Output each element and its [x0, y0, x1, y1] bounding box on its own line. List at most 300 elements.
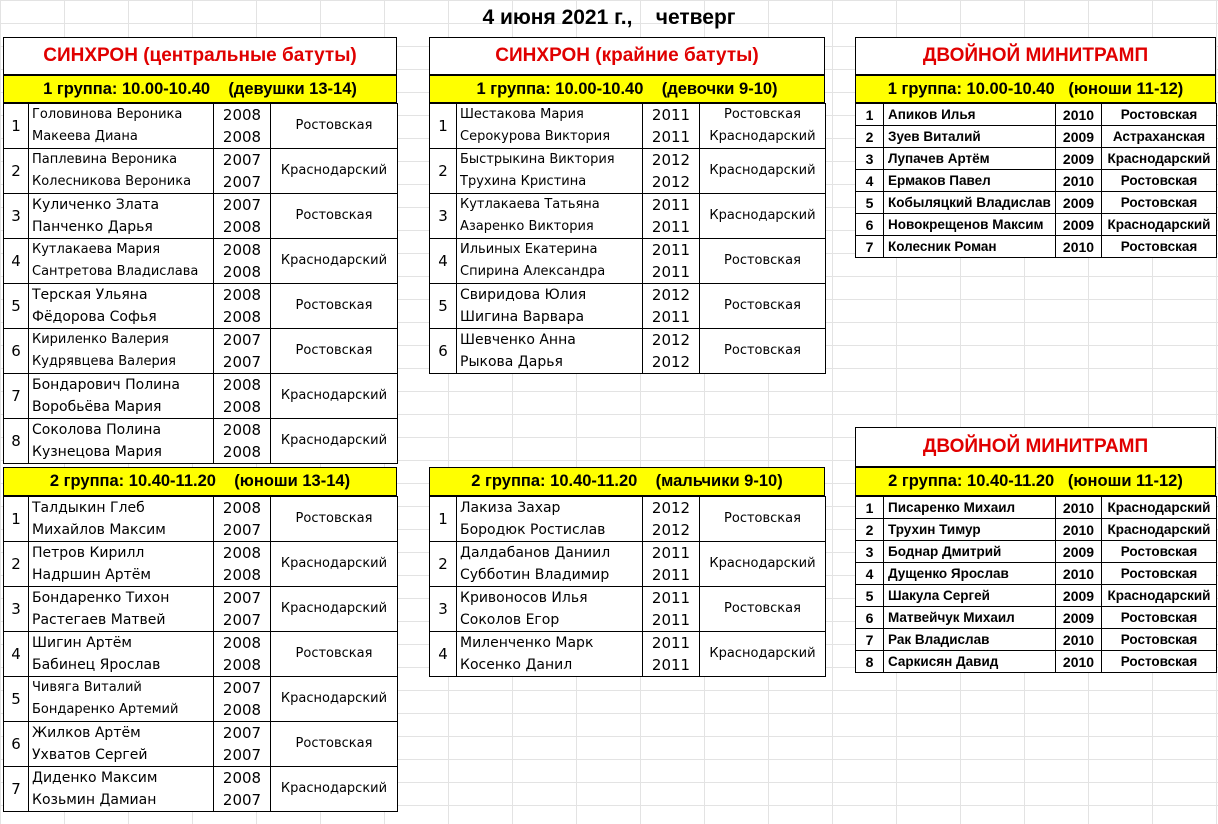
athlete-name: Кобыляцкий Владислав: [884, 192, 1056, 214]
birth-years: [643, 284, 700, 329]
region: Краснодарский: [280, 253, 388, 268]
region: Краснодарский: [709, 208, 816, 223]
birth-year: 2009: [1056, 541, 1102, 563]
table-row: [4, 419, 398, 464]
athlete-name: Новокрещенов Максим: [884, 214, 1056, 236]
birth-year: 2011: [651, 634, 691, 652]
pair-names: [29, 497, 214, 542]
athlete-name: Кузнецова Мария: [32, 444, 162, 460]
row-number: 3: [430, 587, 457, 632]
birth-years: [214, 329, 271, 374]
row-number: 6: [4, 329, 29, 374]
birth-year: 2008: [222, 128, 262, 146]
athlete-name: Колесник Роман: [884, 236, 1056, 258]
pair-names: [457, 194, 643, 239]
birth-year: 2012: [651, 151, 691, 169]
birth-year: 2012: [651, 173, 691, 191]
athlete-name: Писаренко Михаил: [884, 497, 1056, 519]
region: Краснодарский: [1102, 519, 1217, 541]
row-number: 7: [4, 767, 29, 812]
region: Краснодарский: [1102, 148, 1217, 170]
row-number: 6: [856, 214, 884, 236]
birth-years: [643, 329, 700, 374]
region-cell: [700, 587, 826, 632]
row-number: 4: [430, 239, 457, 284]
region-cell: [271, 284, 398, 329]
row-number: 1: [4, 104, 29, 149]
athlete-name: Петров Кирилл: [32, 545, 145, 561]
row-number: 1: [4, 497, 29, 542]
birth-year: 2008: [222, 499, 262, 517]
table-row: [856, 563, 1217, 585]
row-number: 3: [430, 194, 457, 239]
sync-central-group2-table: [3, 496, 398, 812]
athlete-name: Паплевина Вероника: [32, 152, 178, 167]
birth-year: 2007: [222, 724, 262, 742]
region: Ростовская: [1102, 563, 1217, 585]
birth-year: 2011: [651, 611, 691, 629]
region-cell: [271, 497, 398, 542]
region-cell: [271, 194, 398, 239]
athlete-name: Субботин Владимир: [460, 567, 610, 583]
birth-year: 2012: [651, 353, 691, 371]
sync-outer-group2-table: [429, 496, 826, 677]
athlete-name: Лакиза Захар: [460, 500, 561, 516]
table-row: [856, 651, 1217, 673]
table-row: [856, 497, 1217, 519]
athlete-name: Косенко Данил: [460, 657, 573, 673]
athlete-name: Воробьёва Мария: [32, 399, 162, 415]
row-number: 2: [4, 542, 29, 587]
section-title-minitramp-2: ДВОЙНОЙ МИНИТРАМП: [855, 427, 1216, 467]
birth-year: 2011: [651, 241, 691, 259]
row-number: 4: [430, 632, 457, 677]
row-number: 3: [4, 194, 29, 239]
pair-names: [457, 239, 643, 284]
athlete-name: Куличенко Злата: [32, 197, 160, 213]
athlete-name: Макеева Диана: [32, 129, 138, 144]
birth-year: 2009: [1056, 126, 1102, 148]
birth-year: 2009: [1056, 585, 1102, 607]
birth-years: [214, 149, 271, 194]
region: Краснодарский: [1102, 214, 1217, 236]
birth-years: [214, 104, 271, 149]
athlete-name: Шигина Варвара: [460, 309, 585, 325]
athlete-name: Миленченко Марк: [460, 635, 594, 651]
row-number: 4: [4, 632, 29, 677]
birth-year: 2010: [1056, 563, 1102, 585]
table-row: [856, 629, 1217, 651]
region-cell: [271, 587, 398, 632]
birth-years: [214, 677, 271, 722]
table-row: [430, 497, 826, 542]
row-number: 5: [4, 677, 29, 722]
table-row: [430, 632, 826, 677]
group-header-sync-central-1: 1 группа: 10.00-10.40 (девушки 13-14): [3, 75, 397, 103]
athlete-name: Ильиных Екатерина: [460, 242, 598, 257]
athlete-name: Рак Владислав: [884, 629, 1056, 651]
birth-years: [214, 239, 271, 284]
region-cell: [271, 677, 398, 722]
athlete-name: Кириленко Валерия: [32, 332, 169, 347]
region: Краснодарский: [280, 781, 388, 796]
row-number: 4: [4, 239, 29, 284]
minitramp-group2-table: [855, 496, 1217, 673]
region: Краснодарский: [1102, 585, 1217, 607]
birth-year: 2010: [1056, 497, 1102, 519]
region-cell: [700, 239, 826, 284]
athlete-name: Рыкова Дарья: [460, 354, 563, 370]
birth-year: 2011: [651, 656, 691, 674]
section-title-sync-outer: СИНХРОН (крайние батуты): [429, 37, 825, 75]
row-number: 5: [856, 192, 884, 214]
athlete-name: Далдабанов Даниил: [460, 545, 611, 561]
pair-names: [29, 587, 214, 632]
birth-year: 2007: [222, 611, 262, 629]
pair-names: [457, 329, 643, 374]
birth-years: [214, 374, 271, 419]
table-row: [4, 194, 398, 239]
athlete-name: Шевченко Анна: [460, 332, 576, 348]
row-number: 4: [856, 170, 884, 192]
row-number: 8: [856, 651, 884, 673]
athlete-name: Быстрыкина Виктория: [460, 152, 615, 167]
region: Ростовская: [1102, 104, 1217, 126]
region-cell: [271, 239, 398, 284]
region: Краснодарский: [280, 163, 388, 178]
region-cell: [700, 284, 826, 329]
table-row: [856, 170, 1217, 192]
birth-years: [643, 542, 700, 587]
row-number: 7: [856, 236, 884, 258]
athlete-name: Кривоносов Илья: [460, 590, 588, 606]
region: Ростовская: [724, 343, 801, 358]
row-number: 6: [4, 722, 29, 767]
sync-central-group1-table: [3, 103, 398, 464]
athlete-name: Жилков Артём: [32, 725, 141, 741]
birth-year: 2010: [1056, 519, 1102, 541]
birth-years: [643, 149, 700, 194]
birth-year: 2011: [651, 308, 691, 326]
row-number: 2: [430, 542, 457, 587]
row-number: 3: [4, 587, 29, 632]
region: Астраханская: [1102, 126, 1217, 148]
region: Ростовская: [295, 118, 373, 133]
athlete-name: Бородюк Ростислав: [460, 522, 606, 538]
athlete-name: Чивяга Виталий: [32, 680, 142, 695]
athlete-name: Козьмин Дамиан: [32, 792, 157, 808]
pair-names: [457, 632, 643, 677]
birth-years: [214, 587, 271, 632]
region: Ростовская: [724, 298, 801, 313]
table-row: [4, 149, 398, 194]
pair-names: [457, 587, 643, 632]
birth-year: 2009: [1056, 148, 1102, 170]
table-row: [856, 607, 1217, 629]
athlete-name: Панченко Дарья: [32, 219, 153, 235]
athlete-name: Апиков Илья: [884, 104, 1056, 126]
birth-year: 2007: [222, 173, 262, 191]
birth-year: 2012: [651, 499, 691, 517]
birth-year: 2008: [222, 308, 262, 326]
birth-year: 2009: [1056, 192, 1102, 214]
region: Ростовская: [1102, 192, 1217, 214]
athlete-name: Спирина Александра: [460, 264, 606, 279]
birth-years: [643, 497, 700, 542]
athlete-name: Кутлакаева Мария: [32, 242, 161, 257]
region: Ростовская: [295, 646, 373, 661]
pair-names: [29, 677, 214, 722]
birth-years: [214, 194, 271, 239]
birth-years: [214, 632, 271, 677]
birth-year: 2010: [1056, 236, 1102, 258]
athlete-name: Ухватов Сергей: [32, 747, 148, 763]
birth-year: 2011: [651, 218, 691, 236]
birth-year: 2008: [222, 286, 262, 304]
row-number: 2: [856, 519, 884, 541]
birth-year: 2008: [222, 263, 262, 281]
group-header-sync-outer-1: 1 группа: 10.00-10.40 (девочки 9-10): [429, 75, 825, 103]
region: Краснодарский: [280, 691, 388, 706]
group-header-minitramp-2: 2 группа: 10.40-11.20 (юноши 11-12): [855, 467, 1216, 496]
birth-years: [214, 722, 271, 767]
region: Ростовская: [724, 511, 801, 526]
table-row: [4, 542, 398, 587]
athlete-name: Головинова Вероника: [32, 107, 183, 122]
pair-names: [29, 284, 214, 329]
athlete-name: Дущенко Ярослав: [884, 563, 1056, 585]
athlete-name: Шигин Артём: [32, 635, 132, 651]
region-cell: [700, 104, 826, 149]
birth-year: 2011: [651, 566, 691, 584]
pair-names: [29, 767, 214, 812]
table-row: [4, 677, 398, 722]
region: Краснодарский: [709, 129, 816, 144]
row-number: 2: [430, 149, 457, 194]
athlete-name: Ермаков Павел: [884, 170, 1056, 192]
athlete-name: Фёдорова Софья: [32, 309, 157, 325]
row-number: 3: [856, 148, 884, 170]
region: Ростовская: [295, 343, 373, 358]
group-header-sync-central-2: 2 группа: 10.40-11.20 (юноши 13-14): [3, 467, 397, 496]
table-row: [430, 587, 826, 632]
table-row: [4, 239, 398, 284]
pair-names: [29, 239, 214, 284]
birth-years: [643, 194, 700, 239]
birth-year: 2008: [222, 701, 262, 719]
pair-names: [29, 419, 214, 464]
row-number: 1: [430, 497, 457, 542]
region-cell: [700, 194, 826, 239]
birth-year: 2007: [222, 196, 262, 214]
region-cell: [700, 329, 826, 374]
athlete-name: Бондаренко Артемий: [32, 702, 179, 717]
birth-year: 2011: [651, 196, 691, 214]
birth-year: 2007: [222, 331, 262, 349]
minitramp-group1-table: [855, 103, 1217, 258]
table-row: [430, 194, 826, 239]
section-title-sync-central: СИНХРОН (центральные батуты): [3, 37, 397, 75]
athlete-name: Михайлов Максим: [32, 522, 166, 538]
athlete-name: Бабинец Ярослав: [32, 657, 161, 673]
table-row: [430, 239, 826, 284]
birth-year: 2008: [222, 656, 262, 674]
birth-year: 2008: [222, 218, 262, 236]
row-number: 1: [856, 497, 884, 519]
birth-year: 2007: [222, 791, 262, 809]
pair-names: [29, 329, 214, 374]
birth-year: 2008: [222, 398, 262, 416]
birth-year: 2009: [1056, 214, 1102, 236]
athlete-name: Диденко Максим: [32, 770, 158, 786]
birth-years: [643, 239, 700, 284]
region: Ростовская: [295, 736, 373, 751]
athlete-name: Матвейчук Михаил: [884, 607, 1056, 629]
group-header-sync-outer-2: 2 группа: 10.40-11.20 (мальчики 9-10): [429, 467, 825, 496]
birth-year: 2011: [651, 544, 691, 562]
region-cell: [271, 419, 398, 464]
athlete-name: Зуев Виталий: [884, 126, 1056, 148]
athlete-name: Лупачев Артём: [884, 148, 1056, 170]
table-row: [4, 632, 398, 677]
birth-years: [643, 587, 700, 632]
row-number: 6: [430, 329, 457, 374]
birth-year: 2008: [222, 241, 262, 259]
birth-year: 2007: [222, 746, 262, 764]
table-row: [4, 722, 398, 767]
athlete-name: Бондаренко Тихон: [32, 590, 170, 606]
row-number: 8: [4, 419, 29, 464]
region: Ростовская: [724, 253, 801, 268]
row-number: 6: [856, 607, 884, 629]
athlete-name: Шакула Сергей: [884, 585, 1056, 607]
region-cell: [700, 497, 826, 542]
section-title-minitramp-1: ДВОЙНОЙ МИНИТРАМП: [855, 37, 1216, 75]
row-number: 4: [856, 563, 884, 585]
athlete-name: Бондарович Полина: [32, 377, 180, 393]
table-row: [430, 284, 826, 329]
region: Ростовская: [1102, 170, 1217, 192]
table-row: [4, 497, 398, 542]
birth-years: [214, 497, 271, 542]
row-number: 7: [856, 629, 884, 651]
athlete-name: Свиридова Юлия: [460, 287, 587, 303]
athlete-name: Азаренко Виктория: [460, 219, 594, 234]
birth-year: 2012: [651, 521, 691, 539]
birth-years: [214, 542, 271, 587]
region-cell: [271, 149, 398, 194]
region-cell: [271, 329, 398, 374]
table-row: [856, 214, 1217, 236]
region: Краснодарский: [1102, 497, 1217, 519]
region: Ростовская: [1102, 607, 1217, 629]
athlete-name: Боднар Дмитрий: [884, 541, 1056, 563]
table-row: [856, 104, 1217, 126]
birth-years: [643, 632, 700, 677]
pair-names: [29, 722, 214, 767]
birth-year: 2008: [222, 769, 262, 787]
birth-year: 2010: [1056, 170, 1102, 192]
sync-outer-group1-table: [429, 103, 826, 374]
athlete-name: Терская Ульяна: [32, 287, 148, 303]
row-number: 7: [4, 374, 29, 419]
pair-names: [29, 632, 214, 677]
birth-year: 2009: [1056, 607, 1102, 629]
pair-names: [457, 542, 643, 587]
pair-names: [457, 284, 643, 329]
birth-year: 2007: [222, 679, 262, 697]
row-number: 3: [856, 541, 884, 563]
table-row: [856, 585, 1217, 607]
region-cell: [271, 374, 398, 419]
region-cell: [271, 767, 398, 812]
table-row: [856, 148, 1217, 170]
row-number: 5: [856, 585, 884, 607]
birth-year: 2008: [222, 376, 262, 394]
table-row: [4, 284, 398, 329]
pair-names: [29, 374, 214, 419]
birth-year: 2007: [222, 151, 262, 169]
page-title: 4 июня 2021 г., четверг: [482, 6, 736, 29]
region-cell: [271, 104, 398, 149]
region: Ростовская: [1102, 541, 1217, 563]
birth-years: [214, 767, 271, 812]
region: Краснодарский: [709, 163, 816, 178]
table-row: [430, 149, 826, 194]
athlete-name: Растегаев Матвей: [32, 612, 166, 628]
row-number: 5: [430, 284, 457, 329]
birth-years: [214, 419, 271, 464]
region: Краснодарский: [280, 388, 388, 403]
region: Краснодарский: [280, 433, 388, 448]
birth-year: 2007: [222, 521, 262, 539]
region: Краснодарский: [709, 556, 816, 571]
table-row: [430, 542, 826, 587]
birth-year: 2012: [651, 286, 691, 304]
table-row: [430, 104, 826, 149]
birth-year: 2010: [1056, 104, 1102, 126]
row-number: 2: [856, 126, 884, 148]
table-row: [4, 587, 398, 632]
athlete-name: Соколов Егор: [460, 612, 560, 628]
athlete-name: Надршин Артём: [32, 567, 151, 583]
birth-year: 2007: [222, 353, 262, 371]
athlete-name: Талдыкин Глеб: [32, 500, 145, 516]
table-row: [4, 104, 398, 149]
birth-year: 2010: [1056, 651, 1102, 673]
row-number: 2: [4, 149, 29, 194]
region: Ростовская: [295, 208, 373, 223]
table-row: [4, 329, 398, 374]
athlete-name: Трухина Кристина: [460, 174, 587, 189]
athlete-name: Кудрявцева Валерия: [32, 354, 176, 369]
row-number: 5: [4, 284, 29, 329]
pair-names: [457, 497, 643, 542]
region-cell: [271, 722, 398, 767]
table-row: [856, 192, 1217, 214]
birth-years: [214, 284, 271, 329]
pair-names: [457, 104, 643, 149]
birth-years: [643, 104, 700, 149]
athlete-name: Шестакова Мария: [460, 107, 584, 122]
region: Ростовская: [1102, 629, 1217, 651]
table-row: [856, 236, 1217, 258]
row-number: 1: [430, 104, 457, 149]
region-cell: [700, 632, 826, 677]
birth-year: 2008: [222, 566, 262, 584]
table-row: [4, 374, 398, 419]
birth-year: 2008: [222, 634, 262, 652]
